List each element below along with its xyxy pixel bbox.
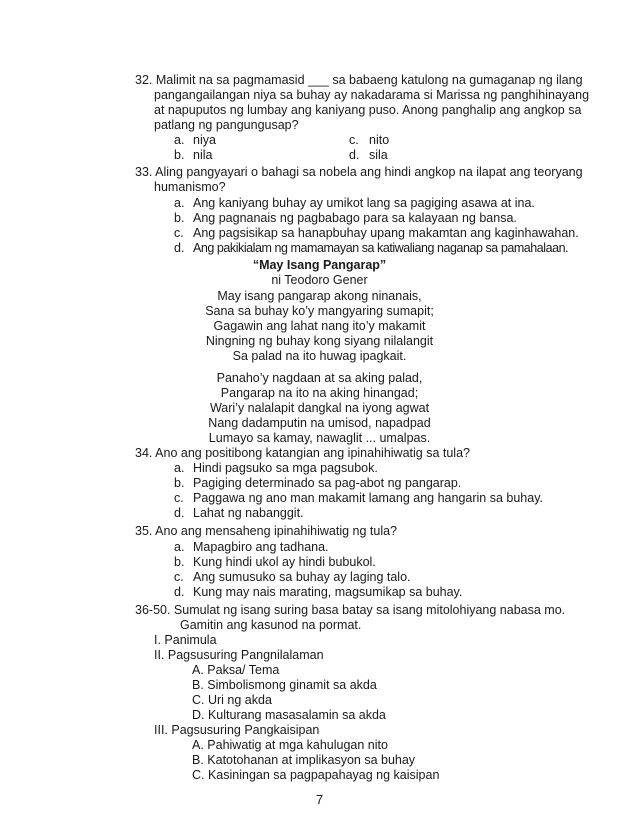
q33-choice-a-text: Ang kaniyang buhay ay umikot lang sa pagiging asawa at ina.: [193, 196, 535, 210]
outline-iii-a: A. Pahiwatig at mga kahulugan nito: [192, 738, 388, 752]
q34-choice-b-text: Pagiging determinado sa pag-abot ng pangarap.: [193, 476, 462, 490]
poem-stanza-2-line-4: Nang dadamputin na umisod, napadpad: [208, 416, 431, 430]
q32-choice-d-letter: d.: [349, 148, 360, 162]
outline-iii-c: C. Kasiningan sa pagpapahayag ng kaisipan: [192, 768, 440, 782]
q34-choice-d-text: Lahat ng nabanggit.: [193, 506, 304, 520]
outline-ii-d: D. Kulturang masasalamin sa akda: [192, 708, 386, 722]
poem-stanza-2-line-5: Lumayo sa kamay, nawaglit ... umalpas.: [208, 431, 431, 445]
q35-choice-d-letter: d.: [174, 585, 185, 599]
q35-choice-b-text: Kung hindi ukol ay hindi bubukol.: [193, 555, 376, 569]
q32-choice-b-text: nila: [193, 148, 213, 162]
q34-choice-b-letter: b.: [174, 476, 185, 490]
outline-ii-a: A. Paksa/ Tema: [192, 663, 280, 677]
q33-choice-b-letter: b.: [174, 211, 185, 225]
poem-title: “May Isang Pangarap”: [252, 258, 387, 272]
q33-choice-b-text: Ang pagnanais ng pagbabago para sa kalayaan ng bansa.: [193, 211, 517, 225]
poem-stanza-1-line-3: Gagawin ang lahat nang ito’y makamit: [213, 319, 426, 333]
outline-iii-b: B. Katotohanan at implikasyon sa buhay: [192, 753, 416, 767]
poem-stanza-1-line-1: May isang pangarap akong ninanais,: [217, 289, 422, 303]
q32-choice-a-text: niya: [193, 133, 216, 147]
poem-stanza-2-line-3: Wari’y nalalapit dangkal na iyong agwat: [209, 401, 430, 415]
q35-choice-a-letter: a.: [174, 540, 185, 554]
q33-choice-d-letter: d.: [174, 241, 185, 255]
q32-line-4: patlang ng pangungusap?: [154, 118, 299, 132]
q35-question: 35. Ano ang mensaheng ipinahihiwatig ng tula?: [135, 524, 398, 538]
poem-stanza-1-line-5: Sa palad na ito huwag ipagkait.: [232, 349, 407, 363]
q35-choice-c-text: Ang sumusuko sa buhay ay laging talo.: [193, 570, 411, 584]
q35-choice-a-text: Mapagbiro ang tadhana.: [193, 540, 329, 554]
outline-i: I. Panimula: [154, 633, 217, 647]
q34-choice-d-letter: d.: [174, 506, 185, 520]
q32-line-2: pangangailangan niya sa buhay ay nakadarama si Marissa ng panghihinayang: [154, 88, 590, 102]
poem-stanza-2-line-1: Panaho’y nagdaan at sa aking palad,: [216, 371, 423, 385]
outline-iii: III. Pagsusuring Pangkaisipan: [154, 723, 320, 737]
q34-question: 34. Ano ang positibong katangian ang ipinahihiwatig sa tula?: [135, 446, 470, 460]
q33-choice-a-letter: a.: [174, 196, 185, 210]
q33-choice-c-letter: c.: [174, 226, 184, 240]
poem-stanza-1-line-2: Sana sa buhay ko’y mangyaring sumapit;: [205, 304, 434, 318]
q34-choice-a-letter: a.: [174, 461, 185, 475]
outline-ii-c: C. Uri ng akda: [192, 693, 272, 707]
page-number: 7: [315, 792, 324, 807]
q32-line-1: 32. Malimit na sa pagmamasid ___ sa babaeng katulong na gumaganap ng ilang: [135, 73, 583, 87]
q34-choice-c-letter: c.: [174, 491, 184, 505]
q32-choice-c-text: nito: [369, 133, 390, 147]
q33-choice-d-text: Ang pakikialam ng mamamayan sa katiwaliang naganap sa pamahalaan.: [193, 241, 569, 255]
q32-choice-a-letter: a.: [174, 133, 185, 147]
q33-line-2: humanismo?: [154, 180, 226, 194]
q35-choice-b-letter: b.: [174, 555, 185, 569]
q32-choice-b-letter: b.: [174, 148, 185, 162]
q34-choice-c-text: Paggawa ng ano man makamit lamang ang hangarin sa buhay.: [193, 491, 543, 505]
q32-choice-c-letter: c.: [349, 133, 359, 147]
q34-choice-a-text: Hindi pagsuko sa mga pagsubok.: [193, 461, 378, 475]
q35-choice-d-text: Kung may nais marating, magsumikap sa buhay.: [193, 585, 463, 599]
q36-line-1: 36-50. Sumulat ng isang suring basa batay sa isang mitolohiyang nabasa mo.: [135, 603, 566, 617]
q36-line-2: Gamitin ang kasunod na pormat.: [180, 618, 362, 632]
outline-ii-b: B. Simbolismong ginamit sa akda: [192, 678, 377, 692]
q32-choice-d-text: sila: [369, 148, 388, 162]
q32-line-3: at napuputos ng lumbay ang kaniyang puso. Anong panghalip ang angkop sa: [154, 103, 582, 117]
q33-choice-c-text: Ang pagsisikap sa hanapbuhay upang makamtan ang kaginhawahan.: [193, 226, 579, 240]
poem-author: ni Teodoro Gener: [271, 273, 368, 287]
q35-choice-c-letter: c.: [174, 570, 184, 584]
poem-stanza-2-line-2: Pangarap na ito na aking hinangad;: [220, 386, 419, 400]
poem-stanza-1-line-4: Ningning ng buhay kong siyang nilalangit: [205, 334, 434, 348]
q33-line-1: 33. Aling pangyayari o bahagi sa nobela ang hindi angkop na ilapat ang teoryang: [135, 165, 583, 179]
outline-ii: II. Pagsusuring Pangnilalaman: [154, 648, 324, 662]
